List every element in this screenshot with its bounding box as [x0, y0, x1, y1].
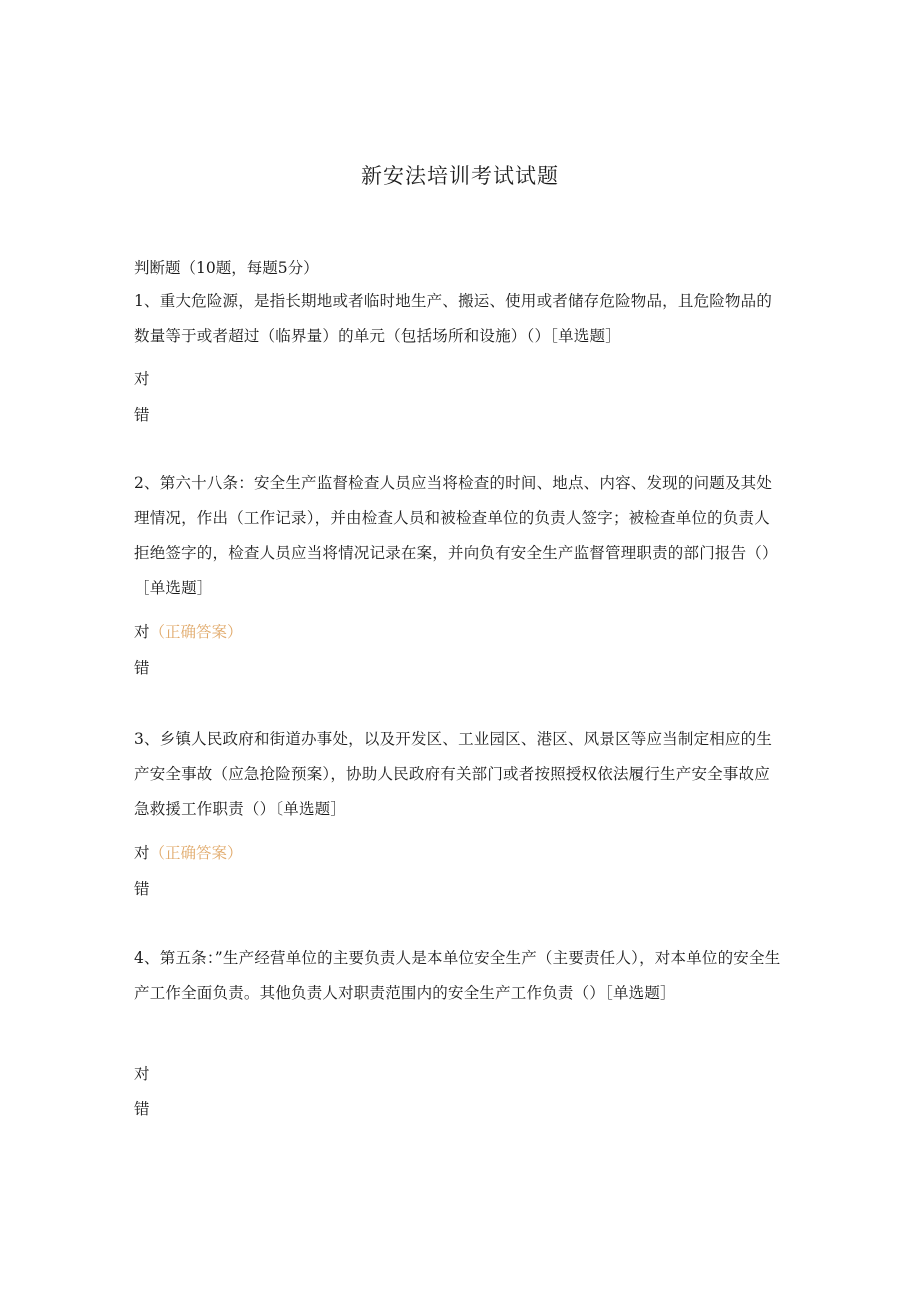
question-1: 1、重大危险源，是指长期地或者临时地生产、搬运、使用或者储存危险物品，且危险物品的数量等于或者超过（临界量）的单元（包括场所和设施）（）［单选题］ [134, 292, 773, 345]
option-label: 错 [134, 880, 150, 898]
option-true[interactable] [134, 368, 150, 390]
option-label: 对 [134, 623, 150, 641]
correct-answer-mark: （正确答案） [149, 844, 243, 862]
option-true[interactable] [134, 842, 243, 864]
question-4: 4、第五条：”生产经营单位的主要负责人是本单位安全生产（主要责任人），对本单位的安全生产工作全面负责。其他负责人对职责范围内的安全生产工作负责（）［单选题］ [134, 949, 781, 1002]
option-label: 错 [134, 406, 150, 424]
option-false[interactable] [134, 657, 150, 679]
option-true[interactable] [134, 621, 243, 643]
option-false[interactable] [134, 1098, 150, 1120]
option-true[interactable] [134, 1063, 150, 1085]
correct-answer-mark: （正确答案） [149, 623, 243, 641]
option-label: 错 [134, 1100, 150, 1118]
question-3: 3、乡镇人民政府和街道办事处，以及开发区、工业园区、港区、风景区等应当制定相应的生产安全事故（应急抢险预案），协助人民政府有关部门或者按照授权依法履行生产安全事故应急救援工作职责（）〔单选题］ [134, 730, 773, 818]
question-2: 2、第六十八条：安全生产监督检查人员应当将检查的时间、地点、内容、发现的问题及其处理情况，作出（工作记录），并由检查人员和被检查单位的负责人签字；被检查单位的负责人拒绝签字的，检查人员应当将情况记录在案，并向负有安全生产监督管理职责的部门报告（）［单选题］ [134, 474, 778, 597]
option-label: 对 [134, 1065, 150, 1083]
option-false[interactable] [134, 878, 150, 900]
option-label: 对 [134, 370, 150, 388]
option-false[interactable] [134, 404, 150, 426]
section-heading: 判断题（10题，每题5分） [134, 259, 319, 277]
option-label: 对 [134, 844, 150, 862]
page-title: 新安法培训考试试题 [361, 164, 559, 188]
option-label: 错 [134, 659, 150, 677]
